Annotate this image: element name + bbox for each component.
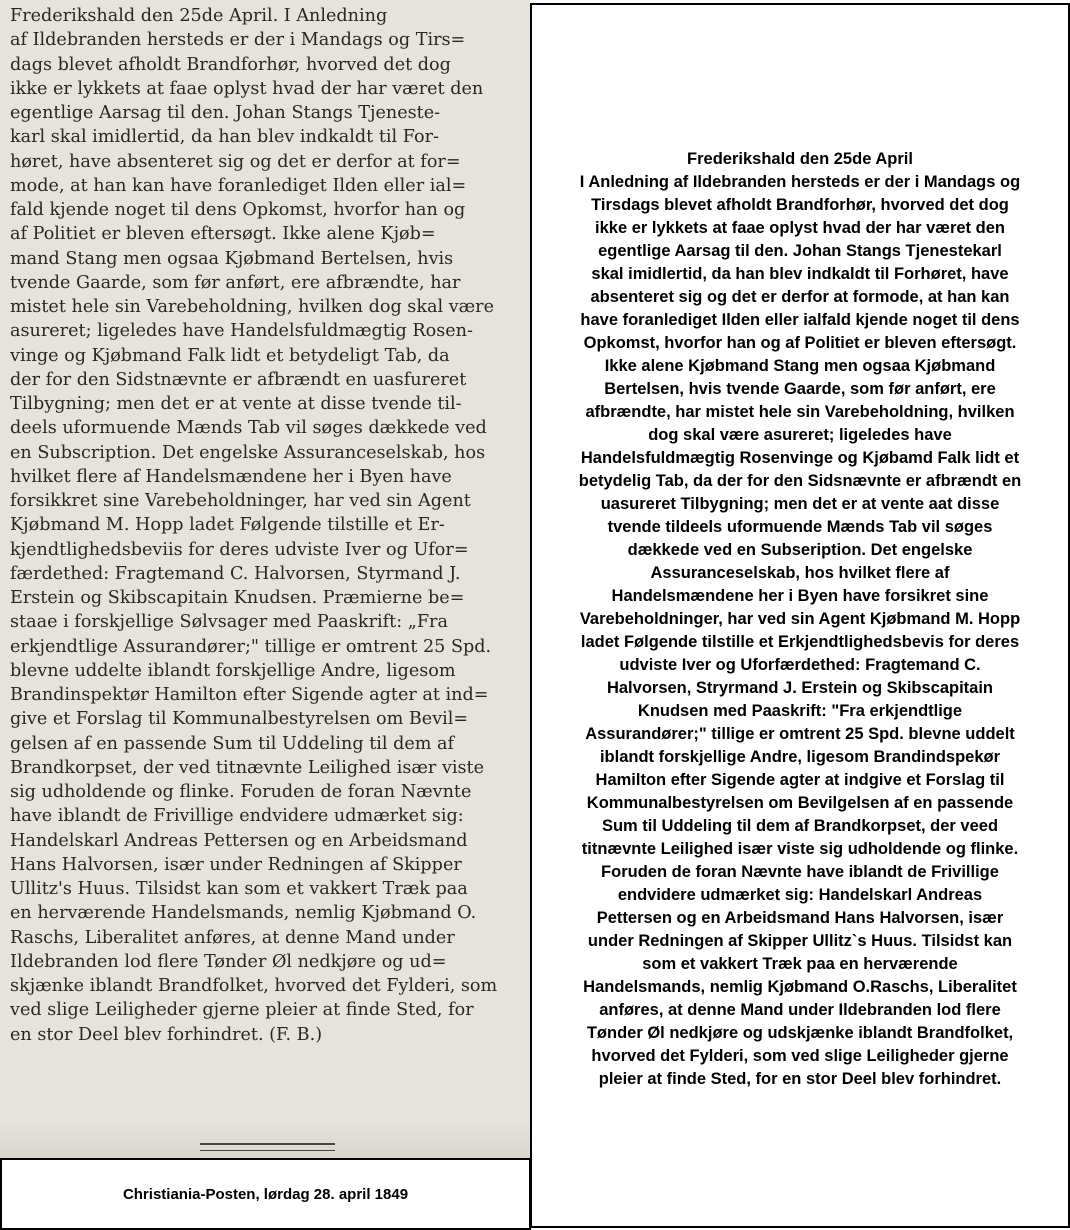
scan-line: mand Stang men ogsaa Kjøbmand Bertelsen, hvis: [10, 248, 454, 269]
transcription-line: Opkomst, hvorfor han og af Politiet er bleven eftersøgt.: [583, 334, 1017, 352]
transcription-line: afbrændte, har mistet hele sin Varebeholdning, hvilken: [585, 403, 1015, 421]
transcription-line: udviste Iver og Uforfærdethed: Fragtemand C.: [619, 656, 981, 674]
transcription-body: [544, 171, 1056, 1091]
transcription-line: titnævnte Leilighed især viste sig udholdende og flinke.: [581, 840, 1019, 858]
scan-line: af Politiet er bleven eftersøgt. Ikke alene Kjøb=: [10, 224, 436, 245]
transcription-line: dog skal være asureret; ligeledes have: [648, 426, 952, 444]
transcription-line: skal imidlertid, da han blev indkaldt til Forhøret, have: [591, 265, 1009, 283]
transcription-line: absenteret sig og det er derfor at formode, at han kan: [590, 288, 1010, 306]
scan-line: Ildebranden lod flere Tønder Øl nedkjøre og ud=: [10, 951, 447, 972]
scan-line: forsikkret sine Varebeholdninger, har ved sin Agent: [10, 491, 471, 511]
scan-line: Hans Halvorsen, især under Redningen af Skipper: [10, 854, 462, 875]
scan-line: gelsen af en passende Sum til Uddeling til dem af: [10, 733, 455, 754]
transcription-line: Handelsfuldmægtig Rosenvinge og Kjøbamd Falk lidt et: [580, 449, 1020, 467]
scan-line: asureret; ligeledes have Handelsfuldmægtig Rosen-: [10, 321, 473, 342]
transcription-line: Handelsmands, nemlig Kjøbmand O.Raschs, Liberalitet: [583, 978, 1017, 996]
scan-line: deels uformuende Mænds Tab vil søges dækkede ved: [10, 418, 487, 439]
transcription-line: iblandt forskjellige Andre, ligesom Brandindspekør: [599, 748, 1001, 766]
scan-line: ved slige Leiligheder gjerne pleier at finde Sted, for: [10, 1000, 474, 1021]
transcription-line: Tirsdags blevet afholdt Brandforhør, hvorved det dog: [591, 196, 1009, 214]
transcription-line: som et vakkert Træk paa en herværende: [642, 955, 958, 973]
transcription-line: anføres, at denne Mand under Ildebranden lod flere: [599, 1001, 1001, 1019]
scan-line: Tilbygning; men det er at vente at disse tvende til-: [10, 394, 462, 414]
caption-box: [0, 1158, 531, 1230]
scan-line: høret, have absenteret sig og det er derfor at for=: [10, 151, 461, 172]
transcription-line: under Redningen af Skipper Ullitz`s Huus. Tilsidst kan: [587, 932, 1013, 950]
scan-line: Ullitz's Huus. Tilsidst kan som et vakkert Træk paa: [10, 879, 468, 899]
transcription-line: hvorved det Fylderi, som ved slige Leiligheder gjerne: [591, 1047, 1009, 1065]
transcription-line: Hamilton efter Sigende agter at indgive et Forslag til: [595, 771, 1005, 789]
scan-line: have iblandt de Frivillige endvidere udmærket sig:: [10, 806, 464, 827]
scan-line: Raschs, Liberalitet anføres, at denne Mand under: [10, 927, 455, 948]
transcription-line: Varebeholdninger, har ved sin Agent Kjøbmand M. Hopp: [579, 610, 1021, 628]
scan-line: egentlige Aarsag til den. Johan Stangs Tjeneste-: [10, 103, 441, 123]
scan-line: blevne uddelte iblandt forskjellige Andre, ligesom: [10, 660, 456, 681]
transcription-line: endvidere udmærket sig: Handelskarl Andreas: [617, 886, 983, 904]
transcription-line: ladet Følgende tilstille et Erkjendtlighedsbevis for deres: [580, 633, 1020, 651]
scan-line: give et Forslag til Kommunalbestyrelsen om Bevil=: [10, 709, 469, 730]
transcription-line: tvende tildeels uformuende Mænds Tab vil søges: [607, 518, 993, 536]
transcription-line: egentlige Aarsag til den. Johan Stangs Tjenestekarl: [598, 242, 1002, 260]
transcription-line: Sum til Uddeling til dem af Brandkorpset, der veed: [601, 817, 999, 835]
transcription-line: betydelig Tab, da der for den Sidsnævnte er afbrændt en: [578, 472, 1022, 490]
scan-line: en Subscription. Det engelske Assuranceselskab, hos: [10, 442, 486, 463]
transcription-line: Assuranceselskab, hos hvilket flere af: [650, 564, 950, 582]
scan-line: fald kjende noget til dens Opkomst, hvorfor han og: [10, 200, 466, 220]
scan-line: erkjendtlige Assurandører;" tillige er omtrent 25 Spd.: [10, 636, 492, 657]
scan-line: en herværende Handelsmands, nemlig Kjøbmand O.: [10, 903, 477, 924]
scan-line: tvende Gaarde, som før anført, ere afbrændte, har: [10, 272, 461, 293]
transcription-line: Pettersen og en Arbeidsmand Hans Halvorsen, især: [596, 909, 1004, 927]
transcription-line: Handelsmændene her i Byen have forsikret sine: [611, 587, 989, 605]
transcription-line: Tønder Øl nedkjøre og udskjænke iblandt Brandfolket,: [586, 1024, 1014, 1042]
scan-line: karl skal imidlertid, da han blev indkaldt til For-: [10, 127, 439, 148]
scan-line: Erstein og Skibscapitain Knudsen. Præmierne be=: [10, 588, 465, 608]
transcription-line: Halvorsen, Stryrmand J. Erstein og Skibscapitain: [606, 679, 994, 697]
scan-line: en stor Deel blev forhindret. (F. B.): [10, 1024, 323, 1045]
source-caption: Christiania-Posten, lørdag 28. april 1849: [122, 1185, 409, 1203]
scan-line: der for den Sidstnævnte er afbrændt en uasfureret: [10, 369, 467, 390]
transcription-line: Assurandører;" tillige er omtrent 25 Spd. blevne uddelt: [585, 725, 1015, 743]
scan-line: Kjøbmand M. Hopp ladet Følgende tilstille et Er-: [10, 515, 445, 536]
transcription-line: pleier at finde Sted, for en stor Deel blev forhindret.: [598, 1070, 1002, 1088]
transcription-line: Ikke alene Kjøbmand Stang men ogsaa Kjøbmand: [604, 357, 996, 375]
scan-line: Handelskarl Andreas Pettersen og en Arbeidsmand: [10, 830, 468, 851]
scan-line: skjænke iblandt Brandfolket, hvorved det Fylderi, som: [10, 976, 498, 996]
scan-line: ikke er lykkets at faae oplyst hvad der har været den: [10, 78, 484, 99]
transcription-line: I Anledning af Ildebranden hersteds er der i Mandags og: [579, 173, 1021, 191]
scan-line: Brandinspektør Hamilton efter Sigende agter at ind=: [10, 685, 489, 705]
scan-line: kjendtlighedsbeviis for deres udviste Iver og Ufor=: [10, 539, 469, 560]
transcription-line: Foruden de foran Nævnte have iblandt de Frivillige: [601, 863, 999, 881]
scan-line: Brandkorpset, der ved titnævnte Leilighed især viste: [10, 757, 485, 778]
scan-line: vinge og Kjøbmand Falk lidt et betydeligt Tab, da: [10, 345, 450, 366]
transcription-line: Bertelsen, hvis tvende Gaarde, som før anført, ere: [604, 380, 996, 398]
scan-line: mistet hele sin Varebeholdning, hvilken dog skal være: [10, 297, 494, 317]
transcription-line: have foranlediget Ilden eller ialfald kjende noget til dens: [580, 311, 1020, 329]
scan-article-text: [10, 4, 525, 1047]
transcription-line: uasureret Tilbygning; men det er at vente aat disse: [600, 495, 1000, 513]
transcription-box: [530, 3, 1070, 1228]
transcription-title: Frederikshald den 25de April: [687, 150, 913, 168]
scan-line: dags blevet afholdt Brandforhør, hvorved det dog: [10, 54, 451, 75]
transcription-line: Kommunalbestyrelsen om Bevilgelsen af en passende: [586, 794, 1014, 812]
scan-line: staae i forskjellige Sølvsager med Paaskrift: „Fra: [10, 612, 448, 633]
scan-line: af Ildebranden hersteds er der i Mandags og Tirs=: [10, 30, 466, 51]
scan-line: mode, at han kan have foranlediget Ilden eller ial=: [10, 175, 467, 196]
scan-line: færdethed: Fragtemand C. Halvorsen, Styrmand J.: [10, 563, 461, 584]
transcription-line: ikke er lykkets at faae oplyst hvad der har været den: [595, 219, 1005, 237]
scan-bottom-margin: [0, 1118, 530, 1160]
newspaper-scan: [0, 0, 530, 1160]
scan-line: Frederikshald den 25de April. I Anledning: [10, 6, 388, 26]
scan-line: sig udholdende og flinke. Foruden de foran Nævnte: [10, 782, 472, 802]
scan-divider-rule: [200, 1143, 335, 1151]
scan-line: hvilket flere af Handelsmændene her i Byen have: [10, 466, 452, 487]
transcription-line: dækkede ved en Subseription. Det engelske: [627, 541, 973, 559]
transcription-line: Knudsen med Paaskrift: "Fra erkjendtlige: [637, 702, 963, 720]
